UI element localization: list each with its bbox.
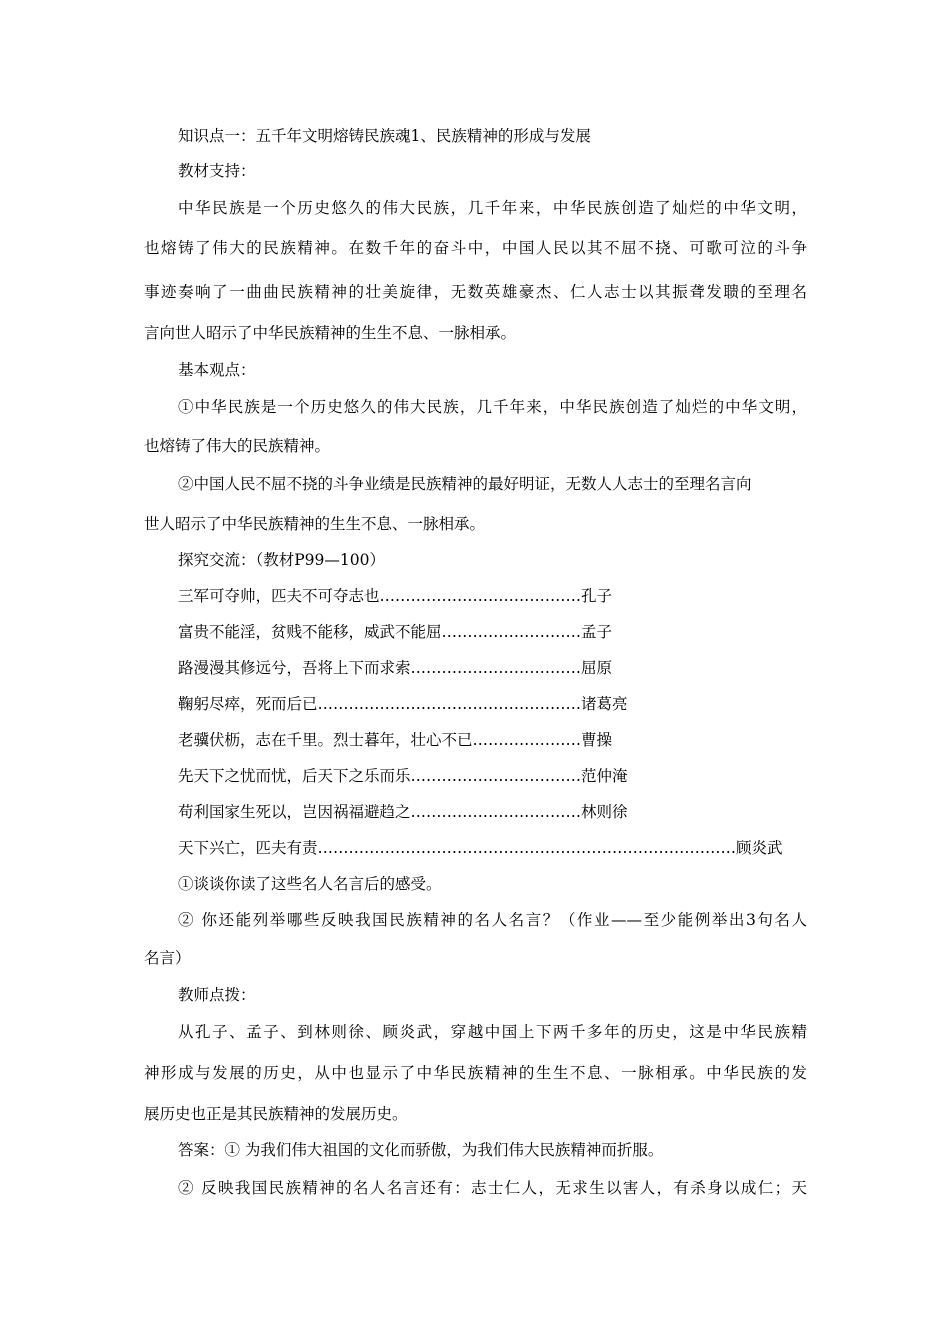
viewpoint-line: ①中华民族是一个历史悠久的伟大民族，几千年来，中华民族创造了灿烂的中华文明，: [178, 398, 807, 416]
quote-line: 老骥伏枥，志在千里。烈士暮年，壮心不已…………………曹操: [178, 731, 613, 749]
support-paragraph-line: 事迹奏响了一曲曲民族精神的壮美旋律，无数英雄豪杰、仁人志士以其振聋发聩的至理名: [144, 283, 807, 301]
support-paragraph-line: 中华民族是一个历史悠久的伟大民族，几千年来，中华民族创造了灿烂的中华文明，: [178, 199, 807, 217]
question-line: 名言）: [144, 949, 191, 967]
viewpoint-label: 基本观点：: [178, 361, 256, 379]
quote-line: 苟利国家生死以，岂因祸福避趋之……………………………林则徐: [178, 803, 628, 821]
section-heading: 知识点一：五千年文明熔铸民族魂1、民族精神的形成与发展: [178, 127, 591, 145]
support-paragraph-line: 言向世人昭示了中华民族精神的生生不息、一脉相承。: [144, 324, 517, 342]
explore-label: 探究交流：（教材P99—100）: [178, 551, 385, 569]
quote-line: 三军可夺帅，匹夫不可夺志也…………………………………孔子: [178, 587, 613, 605]
quote-line: 天下兴亡，匹夫有责………………………………………………………………………顾炎武: [178, 839, 783, 857]
support-label: 教材支持：: [178, 162, 256, 180]
teacher-label: 教师点拨：: [178, 986, 256, 1004]
quote-line: 鞠躬尽瘁，死而后已……………………………………………诸葛亮: [178, 695, 628, 713]
teacher-paragraph-line: 从孔子、孟子、到林则徐、顾炎武，穿越中国上下两千多年的历史，这是中华民族精: [178, 1023, 807, 1041]
viewpoint-line: 世人昭示了中华民族精神的生生不息、一脉相承。: [144, 515, 486, 533]
answer-line: 答案：① 为我们伟大祖国的文化而骄傲，为我们伟大民族精神而折服。: [178, 1141, 664, 1159]
quote-line: 先天下之忧而忧，后天下之乐而乐……………………………范仲淹: [178, 767, 628, 785]
question-line: ② 你还能列举哪些反映我国民族精神的名人名言？（作业——至少能例举出3句名人: [178, 911, 807, 929]
teacher-paragraph-line: 神形成与发展的历史，从中也显示了中华民族精神的生生不息、一脉相承。中华民族的发: [144, 1064, 807, 1082]
viewpoint-line: 也熔铸了伟大的民族精神。: [144, 437, 331, 455]
support-paragraph-line: 也熔铸了伟大的民族精神。在数千年的奋斗中，中国人民以其不屈不挠、可歌可泣的斗争: [144, 239, 807, 257]
quote-line: 富贵不能淫，贫贱不能移，威武不能屈………………………孟子: [178, 623, 613, 641]
question-line: ①谈谈你读了这些名人名言后的感受。: [178, 875, 442, 893]
teacher-paragraph-line: 展历史也正是其民族精神的发展历史。: [144, 1105, 408, 1123]
answer-line: ② 反映我国民族精神的名人名言还有：志士仁人，无求生以害人，有杀身以成仁；天: [178, 1179, 807, 1197]
quote-line: 路漫漫其修远兮，吾将上下而求索……………………………屈原: [178, 659, 613, 677]
viewpoint-line: ②中国人民不屈不挠的斗争业绩是民族精神的最好明证，无数人人志士的至理名言向: [178, 475, 752, 493]
